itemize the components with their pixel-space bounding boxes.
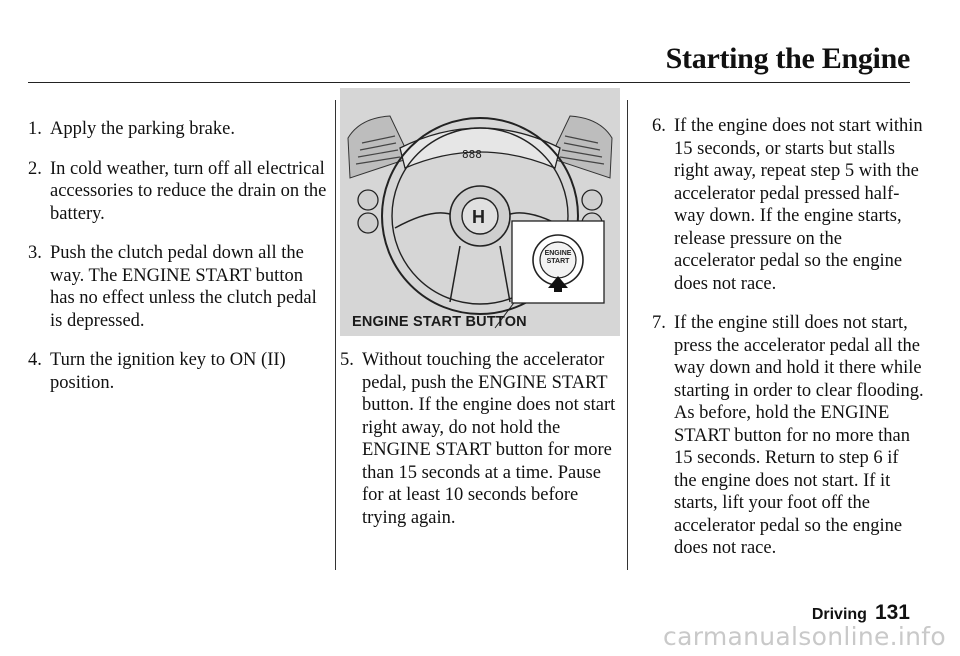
step-text: Turn the ignition key to ON (II) position. [50,350,286,393]
step-item [28,158,328,226]
watermark: carmanualsonline.info [663,622,946,651]
step-number: 7. [652,313,666,333]
step-text: If the engine still does not start, press the accelerator pedal all the way down and hold it there while starting in order to clear flooding. As before, hold the ENGINE START button for no more than 15 seconds. Return to step 6 if the engine does not start. If it starts, lift your foot off the accelerator pedal so the engine does not race. [674,313,924,558]
step-item [652,115,924,295]
step-item [28,349,328,394]
step-item [652,312,924,560]
step-text: Without touching the accelerator pedal, push the ENGINE START button. If the engine does not start right away, do not hold the ENGINE START button for more than 15 seconds at a time. Pause for at least 10 seconds before trying again. [362,350,616,528]
steps-column-1 [28,118,328,411]
steps-column-2 [340,349,622,546]
steering-wheel-illustration [340,88,620,336]
step-item [28,242,328,332]
step-number: 5. [340,350,354,370]
footer-section-label: Driving [811,606,867,623]
page-header-title: Starting the Engine [665,42,910,75]
page-number: 131 [874,601,910,624]
steps-column-3 [652,115,924,577]
step-text: In cold weather, turn off all electrical accessories to reduce the drain on the battery. [50,158,327,224]
step-text: Push the clutch pedal down all the way. The ENGINE START button has no effect unless the clutch pedal is depressed. [50,243,317,331]
step-number: 2. [28,158,42,179]
column-divider-right [627,100,628,570]
figure-caption: ENGINE START BUTTON [352,314,527,330]
step-text: Apply the parking brake. [50,119,235,139]
step-item [340,349,622,529]
step-item [28,118,328,141]
button-label-line-1: ENGINE [544,250,572,257]
step-number: 4. [28,350,42,370]
step-number: 1. [28,119,42,139]
gauge-readout: 888 [462,148,482,161]
column-divider-left [335,100,336,570]
step-text: If the engine does not start within 15 seconds, or starts but stalls right away, repeat step 5 with the accelerator pedal pressed half-way down. If the engine starts, release pressure on the accelerator pedal so the engine does not race. [674,116,923,294]
step-number: 6. [652,116,666,136]
brand-logo: H [472,207,485,227]
button-label-line-2: START [546,258,570,265]
step-number: 3. [28,243,42,263]
steering-wheel-figure [340,88,620,336]
header-rule [28,82,910,83]
